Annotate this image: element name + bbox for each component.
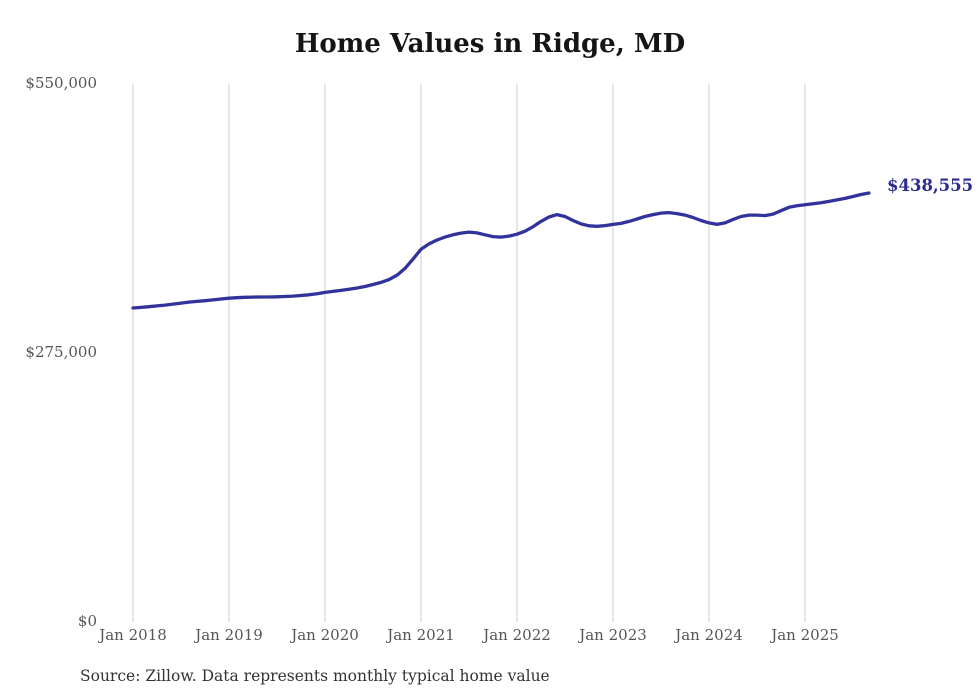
y-axis-tick: $0 [77,612,97,630]
x-axis-tick: Jan 2023 [579,626,647,644]
x-axis-tick: Jan 2021 [387,626,455,644]
y-axis-tick: $550,000 [25,74,97,92]
x-axis-tick: Jan 2022 [483,626,551,644]
x-axis-tick: Jan 2020 [291,626,359,644]
x-axis-tick: Jan 2024 [675,626,743,644]
chart-title: Home Values in Ridge, MD [294,29,686,59]
current-value-label: $438,555 [887,176,974,195]
x-axis-tick: Jan 2025 [771,626,839,644]
source-note: Source: Zillow. Data represents monthly typical home value [80,667,550,685]
x-axis-tick: Jan 2019 [195,626,263,644]
y-axis-tick: $275,000 [25,343,97,361]
x-axis-tick: Jan 2018 [99,626,167,644]
home-value-line [133,193,869,308]
